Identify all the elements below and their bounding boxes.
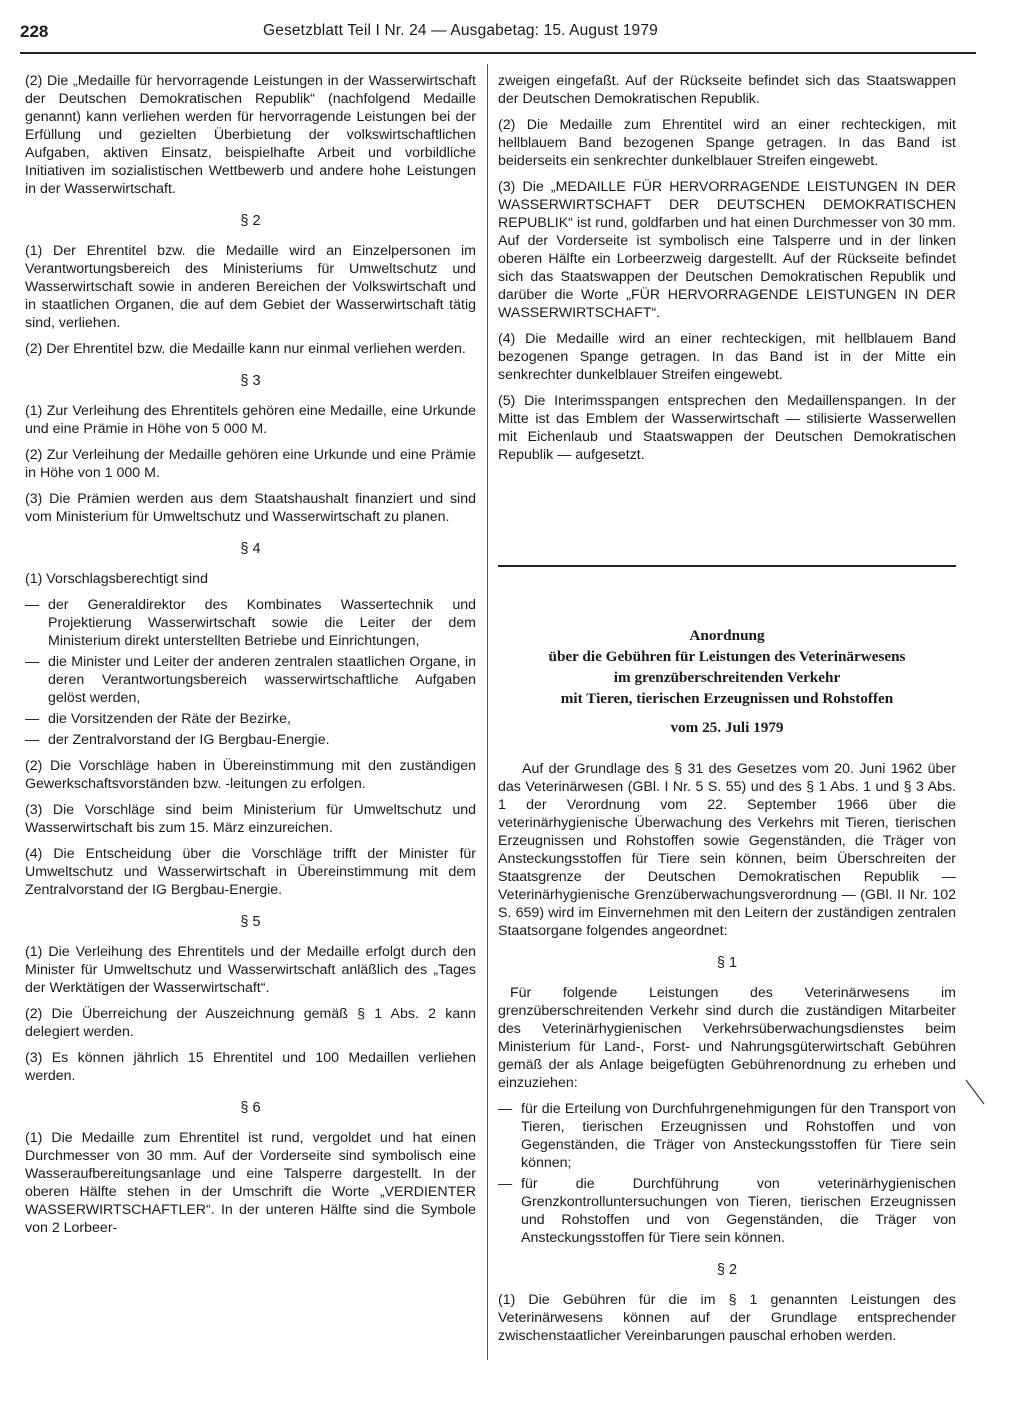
list-item-text: für die Erteilung von Durchfuhrgenehmigungen für den Transport von Tieren, tierischen Erzeugnissen und Rohstoffen und von Gegenständen, die Träger von Ansteckungsstoffen für Tiere sein können; — [521, 1101, 956, 1171]
list-item — [498, 1100, 956, 1172]
section-separator-rule — [498, 565, 956, 567]
section-heading: § 6 — [240, 1100, 261, 1116]
dash-marker: — — [25, 732, 40, 748]
paragraph: (2) Die Vorschläge haben in Übereinstimmung mit den zuständigen Gewerkschaftsvorständen bzw. -leitungen zu erfolgen. — [25, 758, 476, 792]
dash-marker: — — [25, 654, 40, 670]
decree-title — [498, 625, 956, 709]
paragraph: (3) Die „MEDAILLE FÜR HERVORRAGENDE LEISTUNGEN IN DER WASSERWIRTSCHAFT DER DEUTSCHEN DEMOKRATISCHEN REPUBLIK“ ist rund, goldfarben und hat einen Durchmesser von 30 mm. Auf der Vorderseite ist symbolisch eine Talsperre und in der linken oberen Hälfte ein Lorbeerzweig dargestellt. Auf der Rückseite befindet sich das Staatswappen der Deutschen Demokratischen Republik und darüber die Worte „FÜR HERVORRAGENDE LEISTUNGEN IN DER WASSERWIRTSCHAFT“. — [498, 179, 956, 321]
paragraph: (1) Der Ehrentitel bzw. die Medaille wird an Einzelpersonen im Verantwortungsbereich des Ministeriums für Umweltschutz und Wasserwirtschaft sowie in anderen Bereichen der Volkswirtschaft und in staatlichen Organen, die auf dem Gebiet der Wasserwirtschaft tätig sind, verliehen. — [25, 243, 476, 331]
paragraph: (2) Zur Verleihung der Medaille gehören eine Urkunde und eine Prämie in Höhe von 1 000 M. — [25, 447, 476, 481]
decree-date: vom 25. Juli 1979 — [670, 719, 784, 736]
paragraph: (3) Die Vorschläge sind beim Ministerium für Umweltschutz und Wasserwirtschaft bis zum 15. März einzureichen. — [25, 802, 476, 836]
paragraph: zweigen eingefaßt. Auf der Rückseite befindet sich das Staatswappen der Deutschen Demokratischen Republik. — [498, 73, 956, 107]
list-item-text: die Vorsitzenden der Räte der Bezirke, — [48, 711, 291, 727]
column-divider — [487, 64, 488, 1360]
list-item-text: die Minister und Leiter der anderen zentralen staatlichen Organe, in deren Verantwortungsbereich wasserwirtschaftliche Aufgaben gelöst werden, — [48, 654, 476, 706]
paragraph: (3) Es können jährlich 15 Ehrentitel und 100 Medaillen verliehen werden. — [25, 1050, 476, 1084]
dash-marker: — — [498, 1176, 513, 1192]
margin-pencil-mark — [964, 1078, 986, 1106]
left-column — [25, 72, 476, 1245]
decree-body — [498, 760, 956, 1353]
decree-title-line: über die Gebühren für Leistungen des Veterinärwesens — [548, 648, 906, 665]
section-heading: § 3 — [240, 373, 261, 389]
paragraph: (1) Die Medaille zum Ehrentitel ist rund, vergoldet und hat einen Durchmesser von 30 mm. Auf der Vorderseite sind symbolisch eine Wasseraufbereitungsanlage und eine Talsperre dargestellt. In der oberen Hälfte stehen in der Umschrift die Worte „VERDIENTER WASSERWIRTSCHAFTLER“. In der unteren Hälfte sind die Symbole von 2 Lorbeer- — [25, 1130, 476, 1236]
paragraph: (1) Vorschlagsberechtigt sind — [25, 571, 208, 587]
page-header — [20, 22, 976, 62]
paragraph: (1) Zur Verleihung des Ehrentitels gehören eine Medaille, eine Urkunde und eine Prämie in Höhe von 5 000 M. — [25, 403, 476, 437]
list-item-text: für die Durchführung von veterinärhygienischen Grenzkontrolluntersuchungen von Tieren, tierischen Erzeugnissen und Rohstoffen und von Gegenständen, die Träger von Ansteckungsstoffen für Tiere sein können. — [521, 1176, 956, 1246]
decree-title-line: im grenzüberschreitenden Verkehr — [613, 669, 841, 686]
section-heading: § 2 — [240, 213, 261, 229]
decree-title-line: mit Tieren, tierischen Erzeugnissen und Rohstoffen — [560, 690, 894, 707]
list-item — [25, 596, 476, 650]
decree-title-line: Anordnung — [689, 627, 765, 644]
running-title: Gesetzblatt Teil I Nr. 24 — Ausgabetag: 15. August 1979 — [263, 22, 658, 39]
page-number: 228 — [20, 22, 49, 41]
list-item — [25, 710, 476, 728]
paragraph: (3) Die Prämien werden aus dem Staatshaushalt finanziert und sind vom Ministerium für Umweltschutz und Wasserwirtschaft zu planen. — [25, 491, 476, 525]
paragraph: (2) Die Überreichung der Auszeichnung gemäß § 1 Abs. 2 kann delegiert werden. — [25, 1006, 476, 1040]
paragraph: (2) Die Medaille zum Ehrentitel wird an einer rechteckigen, mit hellblauem Band bezogenen Spange getragen. In das Band ist beiderseits ein senkrechter dunkelblauer Streifen eingewebt. — [498, 117, 956, 169]
dash-marker: — — [498, 1101, 513, 1117]
paragraph: (1) Die Gebühren für die im § 1 genannten Leistungen des Veterinärwesens können auf der Grundlage entsprechender zwischenstaatlicher Vereinbarungen pauschal erhoben werden. — [498, 1292, 956, 1344]
proposer-list — [25, 596, 476, 749]
paragraph: (4) Die Entscheidung über die Vorschläge trifft der Minister für Umweltschutz und Wasserwirtschaft in Übereinstimmung mit dem Zentralvorstand der IG Bergbau-Energie. — [25, 846, 476, 898]
paragraph: (4) Die Medaille wird an einer rechteckigen, mit hellblauem Band bezogenen Spange getragen. In das Band ist in der Mitte ein senkrechter dunkelblauer Streifen eingewebt. — [498, 331, 956, 383]
paragraph: Für folgende Leistungen des Veterinärwesens im grenzüberschreitenden Verkehr sind durch die zuständigen Mitarbeiter des Veterinärhygienischen Verkehrsüberwachungsdienstes beim Ministerium für Land-, Forst- und Nahrungsgüterwirtschaft Gebühren gemäß der als Anlage beigefügten Gebührenordnung zu erheben und einzuziehen: — [498, 985, 956, 1091]
section-heading: § 1 — [716, 955, 738, 971]
list-item — [498, 1175, 956, 1247]
paragraph: (2) Der Ehrentitel bzw. die Medaille kann nur einmal verliehen werden. — [25, 341, 466, 357]
paragraph: (5) Die Interimsspangen entsprechen den Medaillenspangen. In der Mitte ist das Emblem der Wasserwirtschaft — stilisierte Wasserwellen mit Eichenlaub und Staatswappen der Deutschen Demokratischen Republik — aufgesetzt. — [498, 393, 956, 463]
section-heading: § 2 — [716, 1262, 738, 1278]
list-item-text: der Generaldirektor des Kombinates Wassertechnik und Projektierung Wasserwirtschaft sowie die Leiter der dem Ministerium direkt unterstellten Betriebe und Einrichtungen, — [48, 597, 476, 649]
section-heading: § 4 — [240, 541, 261, 557]
list-item — [25, 653, 476, 707]
dash-marker: — — [25, 711, 40, 727]
header-rule — [20, 52, 976, 54]
paragraph: (2) Die „Medaille für hervorragende Leistungen in der Wasserwirtschaft der Deutschen Demokratischen Republik“ (nachfolgend Medaille genannt) kann verliehen werden für hervorragende Leistungen bei der Erfüllung und gezielten Überbietung der volkswirtschaftlichen Aufgaben, aktiven Einsatz, beispielhafte Arbeit und vorbildliche Initiativen im sozialistischen Wettbewerb und andere hohe Leistungen in der Wasserwirtschaft. — [25, 73, 476, 197]
paragraph: (1) Die Verleihung des Ehrentitels und der Medaille erfolgt durch den Minister für Umweltschutz und Wasserwirtschaft anläßlich des „Tages der Werktätigen der Wasserwirtschaft“. — [25, 944, 476, 996]
fee-services-list — [498, 1100, 956, 1247]
section-heading: § 5 — [240, 914, 261, 930]
list-item — [25, 731, 476, 749]
list-item-text: der Zentralvorstand der IG Bergbau-Energie. — [48, 732, 330, 748]
dash-marker: — — [25, 597, 40, 613]
preamble: Auf der Grundlage des § 31 des Gesetzes vom 20. Juni 1962 über das Veterinärwesen (GBl. I Nr. 5 S. 55) und des § 1 Abs. 1 und § 3 Abs. 1 der Verordnung vom 22. September 1966 über die veterinärhygienische Überwachung des Verkehrs mit Tieren, tierischen Erzeugnissen und Rohstoffen sowie Gegenständen, die Träger von Ansteckungsstoffen für Tiere sein können, beim Überschreiten der Staatsgrenze der Deutschen Demokratischen Republik — Veterinärhygienische Grenzüberwachungsverordnung — (GBl. II Nr. 102 S. 659) wird im Einvernehmen mit den Leitern der zuständigen zentralen Staatsorgane folgendes angeordnet: — [498, 761, 956, 939]
right-column-continuation — [498, 72, 956, 472]
